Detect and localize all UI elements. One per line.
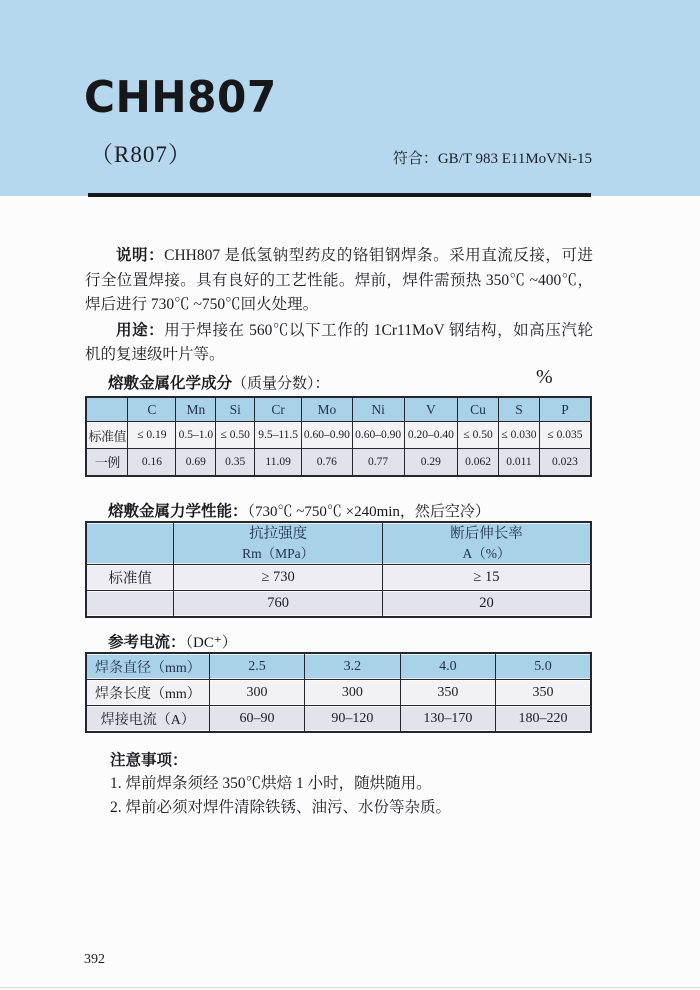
table-cell: 9.5–11.5: [255, 422, 302, 449]
current-amperage-row: [86, 706, 591, 733]
table-cell: 0.16: [128, 449, 176, 476]
table-cell: 0.77: [352, 449, 404, 476]
table-cell: ≤ 0.035: [539, 422, 591, 449]
table-row: [86, 591, 591, 617]
column-header: Cu: [458, 397, 499, 422]
mechanical-title-condition: （730℃ ~750℃ ×240min，然后空冷）: [247, 504, 490, 520]
table-cell: 20: [382, 591, 591, 617]
column-header-strength: 抗拉强度 Rm（MPa）: [174, 522, 383, 565]
standard-compliance-label: 符合：GB/T 983 E11MoVNi-15: [392, 151, 592, 167]
page-bottom-edge: [0, 987, 700, 988]
row-label: 一例: [86, 449, 128, 476]
table-cell: 180–220: [496, 706, 591, 733]
chemistry-section-title: 熔敷金属化学成分（质量分数）：: [108, 374, 330, 392]
column-header: Mn: [176, 397, 216, 422]
reference-current-table: [85, 652, 592, 733]
note-item: 2. 焊前必须对焊件清除铁锈、油污、水份等杂质。: [110, 798, 452, 816]
column-header: P: [539, 397, 591, 422]
table-cell: ≤ 0.030: [499, 422, 540, 449]
table-cell: 2.5: [209, 653, 304, 680]
usage-text: 用于焊接在 560℃以下工作的 1Cr11MoV 钢结构，如高压汽轮机的复速级叶片等。: [85, 321, 593, 364]
table-cell: 60–90: [209, 706, 304, 733]
table-cell: 11.09: [255, 449, 302, 476]
table-row: [86, 565, 591, 591]
usage-paragraph: [85, 318, 593, 368]
table-cell: 300: [305, 680, 400, 706]
table-cell: 0.011: [499, 449, 540, 476]
table-cell: ≥ 730: [174, 565, 383, 591]
description-label: 说明：: [116, 246, 165, 264]
table-cell: 5.0: [496, 653, 591, 680]
page-number: 392: [84, 952, 105, 967]
table-cell: ≤ 0.50: [216, 422, 255, 449]
column-header-elongation: 断后伸长率 A（%）: [382, 522, 591, 565]
table-cell: 0.60–0.90: [302, 422, 353, 449]
column-header: [86, 397, 128, 422]
column-header: Si: [216, 397, 255, 422]
table-cell: 350: [496, 680, 591, 706]
row-label: 焊条直径（mm）: [86, 653, 209, 680]
table-cell: 0.29: [404, 449, 458, 476]
table-cell: 3.2: [305, 653, 400, 680]
product-code-title: CHH807: [84, 72, 277, 123]
table-cell: 350: [400, 680, 495, 706]
chemistry-header-row: [86, 397, 591, 422]
chemistry-title-condition: （质量分数）：: [232, 376, 330, 392]
table-cell: 90–120: [305, 706, 400, 733]
column-header: C: [128, 397, 176, 422]
mechanical-header-row: [86, 522, 591, 565]
header-band: [0, 0, 700, 196]
table-cell: 760: [174, 591, 383, 617]
row-label: 标准值: [86, 565, 174, 591]
table-cell: 0.76: [302, 449, 353, 476]
current-diameter-row: [86, 653, 591, 680]
notes-section: [110, 748, 593, 819]
usage-label: 用途：: [116, 320, 165, 339]
description-text: CHH807 是低氢钠型药皮的铬钼钢焊条。采用直流反接，可进行全位置焊接。具有良好的工艺性能。焊前，焊件需预热 350℃ ~400℃，焊后进行 730℃ ~750℃回火处理。: [85, 247, 593, 314]
intro-section: [85, 243, 593, 368]
column-header: Mo: [302, 397, 353, 422]
table-cell: ≤ 0.50: [458, 422, 499, 449]
description-paragraph: [85, 243, 593, 318]
current-title-condition: （DC⁺）: [185, 635, 237, 651]
table-cell: 0.35: [216, 449, 255, 476]
note-item: 1. 焊前焊条须经 350℃烘焙 1 小时，随烘随用。: [110, 775, 432, 792]
column-header: [86, 522, 174, 565]
header-rule: [88, 193, 591, 197]
table-cell: 130–170: [400, 706, 495, 733]
notes-title: 注意事项：: [110, 751, 188, 769]
table-cell: 0.062: [458, 449, 499, 476]
product-alias-label: （R807）: [90, 142, 192, 167]
table-row: [86, 449, 591, 476]
table-row: [86, 422, 591, 449]
row-label: [86, 591, 174, 617]
percent-unit-label: %: [536, 366, 553, 388]
row-label: 标准值: [86, 422, 128, 449]
table-cell: 0.60–0.90: [352, 422, 404, 449]
table-cell: 0.5–1.0: [176, 422, 216, 449]
chemistry-table: [85, 396, 592, 477]
table-cell: 4.0: [400, 653, 495, 680]
table-cell: ≥ 15: [382, 565, 591, 591]
mechanical-table: [85, 521, 592, 618]
table-cell: ≤ 0.19: [128, 422, 176, 449]
table-cell: 0.023: [539, 449, 591, 476]
table-cell: 300: [209, 680, 304, 706]
mechanical-section-title: 熔敷金属力学性能：（730℃ ~750℃ ×240min，然后空冷）: [108, 502, 490, 520]
table-cell: 0.69: [176, 449, 216, 476]
row-label: 焊接电流（A）: [86, 706, 209, 733]
column-header: V: [404, 397, 458, 422]
column-header: Ni: [352, 397, 404, 422]
current-section-title: 参考电流：（DC⁺）: [108, 633, 237, 651]
table-cell: 0.20–0.40: [404, 422, 458, 449]
column-header: Cr: [255, 397, 302, 422]
column-header: S: [499, 397, 540, 422]
current-length-row: [86, 680, 591, 706]
row-label: 焊条长度（mm）: [86, 680, 209, 706]
